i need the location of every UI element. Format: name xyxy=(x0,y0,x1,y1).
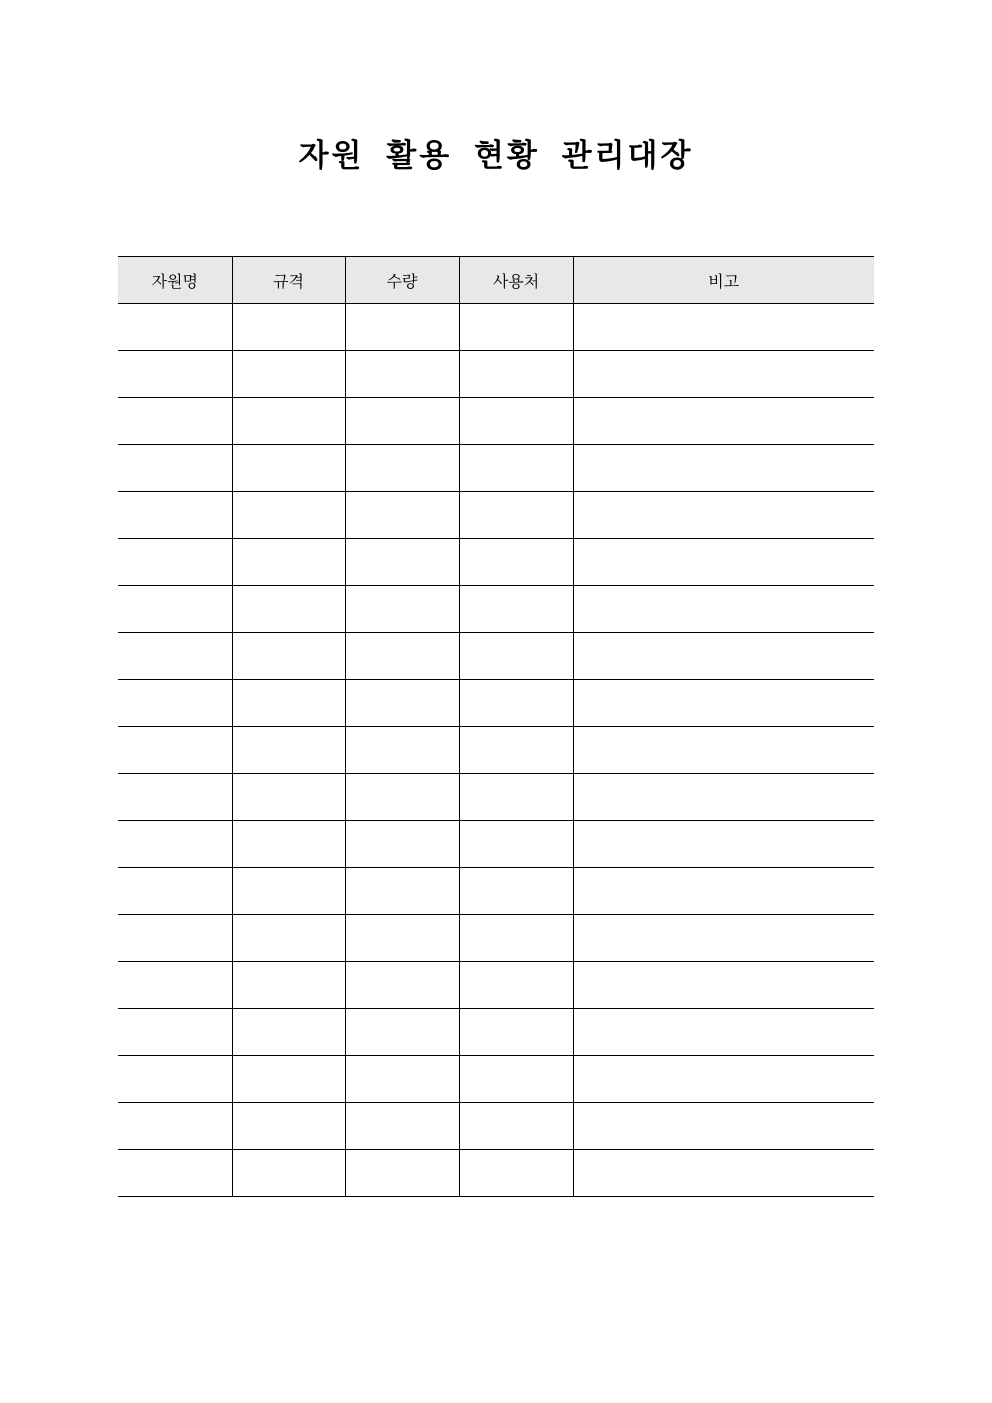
header-specification: 규격 xyxy=(232,257,345,304)
cell-specification[interactable] xyxy=(232,868,345,915)
cell-resource-name[interactable] xyxy=(118,1103,232,1150)
header-usage-place: 사용처 xyxy=(459,257,573,304)
table-row xyxy=(118,586,874,633)
cell-specification[interactable] xyxy=(232,304,345,351)
cell-resource-name[interactable] xyxy=(118,915,232,962)
cell-quantity[interactable] xyxy=(345,915,459,962)
cell-resource-name[interactable] xyxy=(118,680,232,727)
cell-remarks[interactable] xyxy=(573,539,874,586)
table-row xyxy=(118,492,874,539)
cell-remarks[interactable] xyxy=(573,351,874,398)
cell-specification[interactable] xyxy=(232,445,345,492)
cell-specification[interactable] xyxy=(232,539,345,586)
table-row xyxy=(118,304,874,351)
cell-usage-place[interactable] xyxy=(459,445,573,492)
cell-resource-name[interactable] xyxy=(118,727,232,774)
cell-remarks[interactable] xyxy=(573,492,874,539)
table-row xyxy=(118,1150,874,1197)
cell-quantity[interactable] xyxy=(345,821,459,868)
cell-remarks[interactable] xyxy=(573,727,874,774)
cell-quantity[interactable] xyxy=(345,539,459,586)
cell-specification[interactable] xyxy=(232,633,345,680)
table-row xyxy=(118,445,874,492)
cell-resource-name[interactable] xyxy=(118,351,232,398)
cell-specification[interactable] xyxy=(232,398,345,445)
cell-remarks[interactable] xyxy=(573,868,874,915)
cell-resource-name[interactable] xyxy=(118,962,232,1009)
table-body xyxy=(118,304,874,1197)
cell-resource-name[interactable] xyxy=(118,821,232,868)
cell-specification[interactable] xyxy=(232,915,345,962)
table-row xyxy=(118,680,874,727)
header-remarks: 비고 xyxy=(573,257,874,304)
cell-resource-name[interactable] xyxy=(118,868,232,915)
cell-usage-place[interactable] xyxy=(459,1150,573,1197)
cell-specification[interactable] xyxy=(232,1150,345,1197)
cell-specification[interactable] xyxy=(232,492,345,539)
cell-remarks[interactable] xyxy=(573,445,874,492)
cell-specification[interactable] xyxy=(232,727,345,774)
cell-resource-name[interactable] xyxy=(118,1056,232,1103)
cell-remarks[interactable] xyxy=(573,398,874,445)
cell-quantity[interactable] xyxy=(345,492,459,539)
cell-resource-name[interactable] xyxy=(118,398,232,445)
cell-remarks[interactable] xyxy=(573,633,874,680)
table-row xyxy=(118,821,874,868)
cell-resource-name[interactable] xyxy=(118,445,232,492)
cell-usage-place[interactable] xyxy=(459,962,573,1009)
cell-specification[interactable] xyxy=(232,680,345,727)
cell-usage-place[interactable] xyxy=(459,727,573,774)
cell-usage-place[interactable] xyxy=(459,1103,573,1150)
cell-resource-name[interactable] xyxy=(118,774,232,821)
cell-resource-name[interactable] xyxy=(118,304,232,351)
cell-quantity[interactable] xyxy=(345,351,459,398)
cell-resource-name[interactable] xyxy=(118,492,232,539)
cell-usage-place[interactable] xyxy=(459,915,573,962)
resource-ledger-table xyxy=(118,256,874,1197)
cell-specification[interactable] xyxy=(232,1103,345,1150)
cell-resource-name[interactable] xyxy=(118,1150,232,1197)
cell-specification[interactable] xyxy=(232,774,345,821)
cell-quantity[interactable] xyxy=(345,398,459,445)
cell-remarks[interactable] xyxy=(573,304,874,351)
cell-resource-name[interactable] xyxy=(118,586,232,633)
cell-specification[interactable] xyxy=(232,351,345,398)
cell-usage-place[interactable] xyxy=(459,398,573,445)
table-row xyxy=(118,915,874,962)
table-row xyxy=(118,351,874,398)
cell-quantity[interactable] xyxy=(345,1009,459,1056)
cell-remarks[interactable] xyxy=(573,1103,874,1150)
table-row xyxy=(118,868,874,915)
table-row xyxy=(118,774,874,821)
cell-quantity[interactable] xyxy=(345,586,459,633)
cell-quantity[interactable] xyxy=(345,962,459,1009)
table-row xyxy=(118,539,874,586)
cell-usage-place[interactable] xyxy=(459,821,573,868)
table-row xyxy=(118,1103,874,1150)
cell-remarks[interactable] xyxy=(573,1009,874,1056)
cell-remarks[interactable] xyxy=(573,821,874,868)
cell-usage-place[interactable] xyxy=(459,868,573,915)
cell-remarks[interactable] xyxy=(573,1150,874,1197)
cell-quantity[interactable] xyxy=(345,774,459,821)
table-header-row xyxy=(118,257,874,304)
cell-remarks[interactable] xyxy=(573,962,874,1009)
cell-usage-place[interactable] xyxy=(459,539,573,586)
cell-quantity[interactable] xyxy=(345,868,459,915)
cell-remarks[interactable] xyxy=(573,680,874,727)
table-row xyxy=(118,1056,874,1103)
cell-usage-place[interactable] xyxy=(459,1009,573,1056)
cell-usage-place[interactable] xyxy=(459,633,573,680)
cell-resource-name[interactable] xyxy=(118,633,232,680)
cell-usage-place[interactable] xyxy=(459,304,573,351)
cell-usage-place[interactable] xyxy=(459,1056,573,1103)
cell-resource-name[interactable] xyxy=(118,1009,232,1056)
table-row xyxy=(118,727,874,774)
table-row xyxy=(118,398,874,445)
cell-usage-place[interactable] xyxy=(459,774,573,821)
cell-usage-place[interactable] xyxy=(459,492,573,539)
cell-quantity[interactable] xyxy=(345,1103,459,1150)
header-quantity: 수량 xyxy=(345,257,459,304)
table-row xyxy=(118,1009,874,1056)
cell-quantity[interactable] xyxy=(345,445,459,492)
cell-quantity[interactable] xyxy=(345,727,459,774)
cell-quantity[interactable] xyxy=(345,633,459,680)
cell-remarks[interactable] xyxy=(573,1056,874,1103)
cell-quantity[interactable] xyxy=(345,680,459,727)
cell-remarks[interactable] xyxy=(573,774,874,821)
cell-remarks[interactable] xyxy=(573,915,874,962)
cell-usage-place[interactable] xyxy=(459,680,573,727)
table-row xyxy=(118,962,874,1009)
page-title: 자원 활용 현황 관리대장 xyxy=(298,138,694,174)
cell-specification[interactable] xyxy=(232,821,345,868)
cell-specification[interactable] xyxy=(232,1056,345,1103)
cell-specification[interactable] xyxy=(232,962,345,1009)
cell-usage-place[interactable] xyxy=(459,586,573,633)
cell-usage-place[interactable] xyxy=(459,351,573,398)
cell-remarks[interactable] xyxy=(573,586,874,633)
cell-specification[interactable] xyxy=(232,1009,345,1056)
cell-quantity[interactable] xyxy=(345,1150,459,1197)
table-row xyxy=(118,633,874,680)
cell-resource-name[interactable] xyxy=(118,539,232,586)
header-resource-name: 자원명 xyxy=(118,257,232,304)
cell-quantity[interactable] xyxy=(345,304,459,351)
cell-specification[interactable] xyxy=(232,586,345,633)
cell-quantity[interactable] xyxy=(345,1056,459,1103)
